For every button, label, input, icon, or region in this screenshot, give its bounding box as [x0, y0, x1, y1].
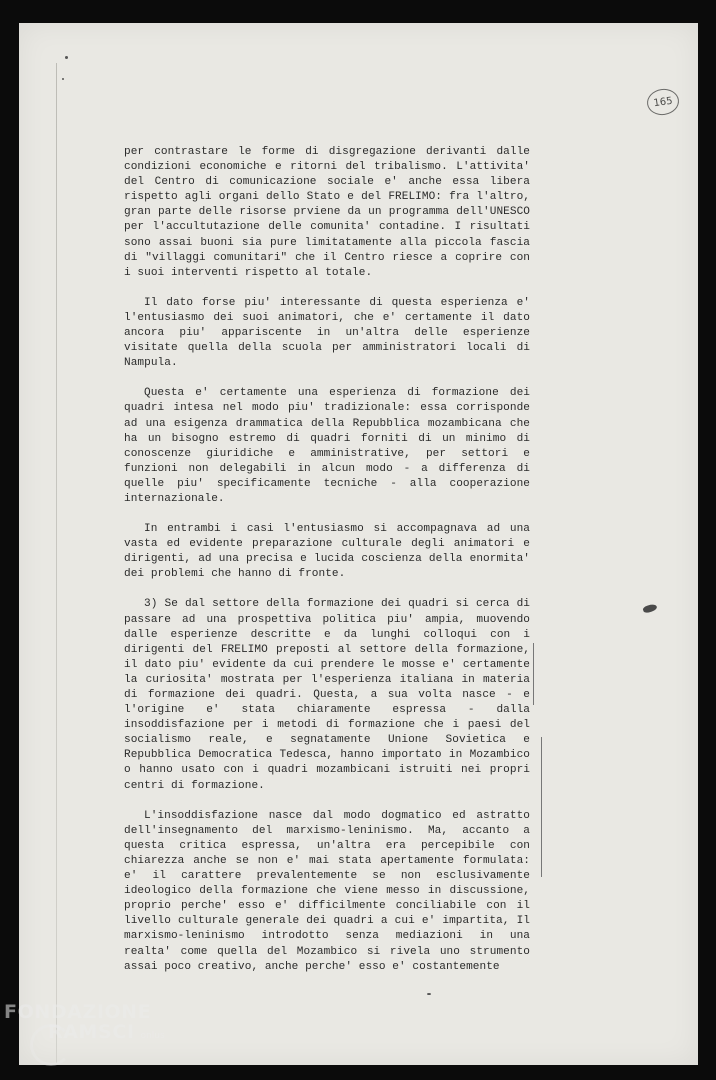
margin-pen-mark [541, 737, 542, 877]
ink-speck [65, 56, 68, 59]
fondazione-gramsci-watermark [4, 1002, 165, 1046]
paragraph: per contrastare le forme di disgregazione derivanti dalle condizioni economiche e ritorni del tribalismo. L'attivita' del Centro di comunicazione sociale e' anche essa libera rispetto agli organi dello Stato e del FRELIMO: fra l'altro, gran parte delle risorse prviene da un programma dell'UNESCO per l'accultutazione delle comunita' contadine. I risultati sono assai buoni sia pure limitatamente alla piccola fascia di "villaggi comunitari" che il Centro riesce a coprire con i suoi interventi rispetto al totale. [124, 146, 530, 279]
ink-speck [427, 993, 431, 995]
watermark-line1: FONDAZIONE [4, 1001, 152, 1023]
paragraph: 3) Se dal settore della formazione dei quadri si cerca di passare ad una prospettiva politica piu' ampia, muovendo dalle esperienze descritte e da lunghi colloqui con i dirigenti del FRELIMO preposti al settore della formazione, il dato piu' evidente da cui prendere le mosse e' certamente la curiosita' mostrata per l'esperienza italiana in materia di formazione dei quadri. Questa, a sua volta nasce - e l'origine e' stata chiaramente espressa - dalla insoddisfazione per i metodi di formazione che i paesi del socialismo reale, e segnatamente Unione Sovietica e Repubblica Democratica Tedesca, hanno importato in Mozambico o hanno usato con i quadri mozambicani istruiti nei propri centri di formazione. [124, 598, 530, 792]
typed-text-body [124, 145, 530, 990]
paragraph: L'insoddisfazione nasce dal modo dogmatico ed astratto dell'insegnamento del marxismo-leninismo. Ma, accanto a questa critica espressa, un'altra era percepibile con chiarezza anche se non e' mai stata apertamente formulata: e' il carattere prevalentemente se non esclusivamente ideologico della formazione che viene messo in discussione, proprio perche' esso e' difficilmente conciliabile con il livello culturale generale dei quadri a cui e' impartita, Il marxismo-leninismo introdotto senza mediazioni in una realta' come quella del Mozambico si rivela uno strumento assai poco creativo, anche perche' esso e' costantemente [124, 809, 530, 973]
margin-pen-mark [533, 643, 534, 705]
paragraph: Il dato forse piu' interessante di questa esperienza e' l'entusiasmo dei suoi animatori, che e' certamente il dato ancora piu' appariscente in un'altra delle esperienze visitate quella della scuola per amministratori locali di Nampula. [124, 296, 530, 370]
folio-number-stamp: 165 [645, 87, 680, 117]
ink-smudge [642, 603, 657, 614]
watermark-line2: RAMSCI [48, 1021, 135, 1043]
ink-speck [62, 78, 64, 80]
watermark-suffix: onlus [140, 1031, 165, 1041]
paragraph: Questa e' certamente una esperienza di formazione dei quadri intesa nel modo piu' tradizionale: essa corrisponde ad una esigenza drammatica della Repubblica mozambicana che ha un bisogno estremo di quadri forniti di un minimo di conoscenze giuridiche e amministrative, per settori e funzioni non delegabili in alcun modo - a differenza di quelle piu' specificamente tecniche - alla cooperazione internazionale. [124, 387, 530, 505]
page-fold-line [56, 63, 57, 1063]
paragraph: In entrambi i casi l'entusiasmo si accompagnava ad una vasta ed evidente preparazione culturale degli animatori e dirigenti, ad una precisa e lucida coscienza della enormita' dei problemi che hanno di fronte. [124, 523, 530, 581]
